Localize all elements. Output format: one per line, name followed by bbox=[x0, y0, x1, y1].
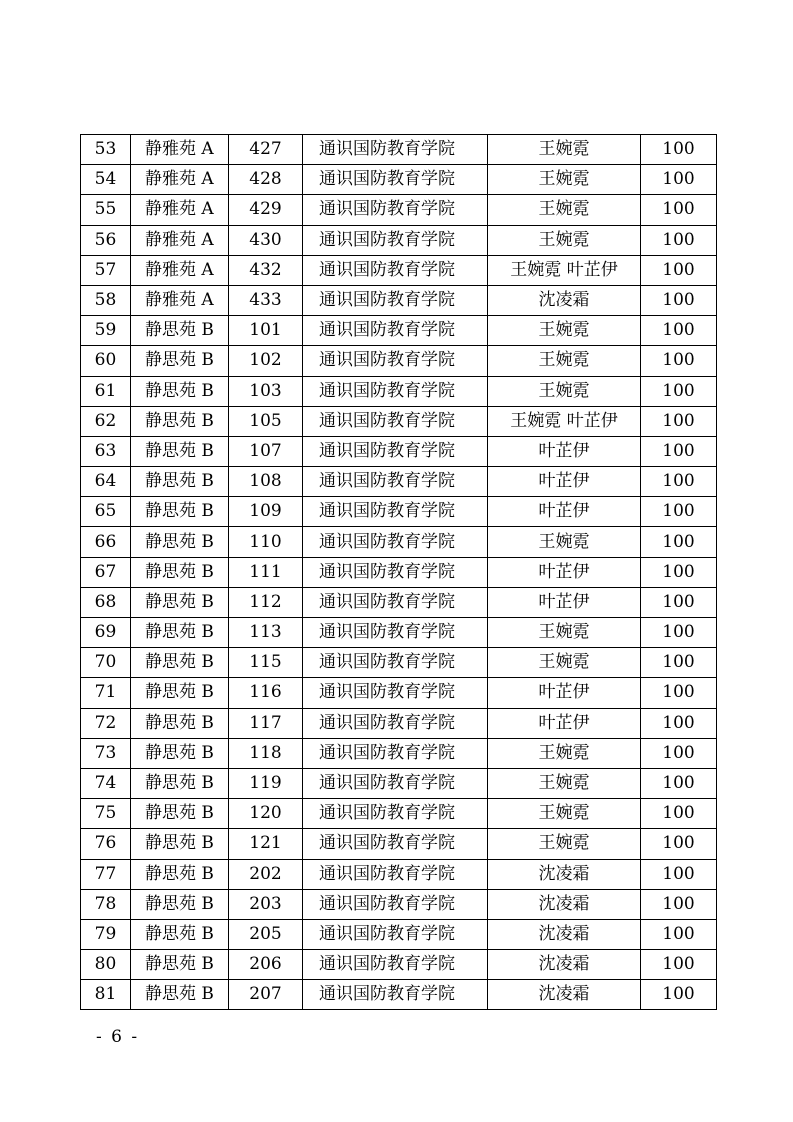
row-index-cell: 78 bbox=[81, 889, 131, 919]
row-index-cell: 54 bbox=[81, 165, 131, 195]
room-number-cell: 110 bbox=[229, 527, 303, 557]
room-number-cell: 119 bbox=[229, 768, 303, 798]
college-cell: 通识国防教育学院 bbox=[303, 225, 488, 255]
row-index-cell: 66 bbox=[81, 527, 131, 557]
inspector-cell: 叶芷伊 bbox=[488, 497, 641, 527]
table-row bbox=[81, 799, 717, 829]
room-number-cell: 432 bbox=[229, 255, 303, 285]
inspector-cell: 王婉霓 bbox=[488, 135, 641, 165]
room-number-cell: 430 bbox=[229, 225, 303, 255]
building-cell: 静思苑 B bbox=[131, 950, 229, 980]
row-index-cell: 57 bbox=[81, 255, 131, 285]
table-row bbox=[81, 285, 717, 315]
row-index-cell: 73 bbox=[81, 738, 131, 768]
room-number-cell: 203 bbox=[229, 889, 303, 919]
score-cell: 100 bbox=[641, 376, 717, 406]
inspector-cell: 沈凌霜 bbox=[488, 859, 641, 889]
inspector-cell: 王婉霓 bbox=[488, 225, 641, 255]
row-index-cell: 71 bbox=[81, 678, 131, 708]
inspector-cell: 王婉霓 bbox=[488, 648, 641, 678]
college-cell: 通识国防教育学院 bbox=[303, 799, 488, 829]
building-cell: 静思苑 B bbox=[131, 919, 229, 949]
room-number-cell: 113 bbox=[229, 618, 303, 648]
row-index-cell: 67 bbox=[81, 557, 131, 587]
inspector-cell: 王婉霓 bbox=[488, 527, 641, 557]
row-index-cell: 58 bbox=[81, 285, 131, 315]
college-cell: 通识国防教育学院 bbox=[303, 527, 488, 557]
building-cell: 静雅苑 A bbox=[131, 285, 229, 315]
table-row bbox=[81, 436, 717, 466]
inspector-cell: 沈凌霜 bbox=[488, 950, 641, 980]
inspector-cell: 沈凌霜 bbox=[488, 889, 641, 919]
college-cell: 通识国防教育学院 bbox=[303, 406, 488, 436]
row-index-cell: 60 bbox=[81, 346, 131, 376]
inspector-cell: 王婉霓 bbox=[488, 799, 641, 829]
room-number-cell: 120 bbox=[229, 799, 303, 829]
row-index-cell: 64 bbox=[81, 467, 131, 497]
inspector-cell: 王婉霓 叶芷伊 bbox=[488, 255, 641, 285]
score-cell: 100 bbox=[641, 618, 717, 648]
table-row bbox=[81, 255, 717, 285]
row-index-cell: 80 bbox=[81, 950, 131, 980]
score-cell: 100 bbox=[641, 889, 717, 919]
college-cell: 通识国防教育学院 bbox=[303, 285, 488, 315]
college-cell: 通识国防教育学院 bbox=[303, 346, 488, 376]
inspector-cell: 叶芷伊 bbox=[488, 557, 641, 587]
building-cell: 静思苑 B bbox=[131, 829, 229, 859]
table-row bbox=[81, 708, 717, 738]
college-cell: 通识国防教育学院 bbox=[303, 678, 488, 708]
building-cell: 静思苑 B bbox=[131, 467, 229, 497]
room-number-cell: 121 bbox=[229, 829, 303, 859]
table-row bbox=[81, 950, 717, 980]
room-number-cell: 207 bbox=[229, 980, 303, 1010]
room-number-cell: 202 bbox=[229, 859, 303, 889]
room-number-cell: 428 bbox=[229, 165, 303, 195]
building-cell: 静思苑 B bbox=[131, 678, 229, 708]
building-cell: 静雅苑 A bbox=[131, 255, 229, 285]
college-cell: 通识国防教育学院 bbox=[303, 889, 488, 919]
building-cell: 静思苑 B bbox=[131, 587, 229, 617]
table-row bbox=[81, 527, 717, 557]
score-cell: 100 bbox=[641, 950, 717, 980]
table-row bbox=[81, 135, 717, 165]
college-cell: 通识国防教育学院 bbox=[303, 587, 488, 617]
row-index-cell: 69 bbox=[81, 618, 131, 648]
building-cell: 静思苑 B bbox=[131, 618, 229, 648]
row-index-cell: 62 bbox=[81, 406, 131, 436]
room-number-cell: 112 bbox=[229, 587, 303, 617]
building-cell: 静思苑 B bbox=[131, 980, 229, 1010]
room-number-cell: 103 bbox=[229, 376, 303, 406]
college-cell: 通识国防教育学院 bbox=[303, 708, 488, 738]
room-number-cell: 101 bbox=[229, 316, 303, 346]
score-cell: 100 bbox=[641, 497, 717, 527]
building-cell: 静雅苑 A bbox=[131, 165, 229, 195]
row-index-cell: 61 bbox=[81, 376, 131, 406]
building-cell: 静思苑 B bbox=[131, 346, 229, 376]
inspector-cell: 沈凌霜 bbox=[488, 919, 641, 949]
room-number-cell: 109 bbox=[229, 497, 303, 527]
row-index-cell: 74 bbox=[81, 768, 131, 798]
college-cell: 通识国防教育学院 bbox=[303, 557, 488, 587]
row-index-cell: 63 bbox=[81, 436, 131, 466]
table-row bbox=[81, 859, 717, 889]
inspector-cell: 叶芷伊 bbox=[488, 467, 641, 497]
score-cell: 100 bbox=[641, 255, 717, 285]
row-index-cell: 75 bbox=[81, 799, 131, 829]
building-cell: 静思苑 B bbox=[131, 889, 229, 919]
college-cell: 通识国防教育学院 bbox=[303, 497, 488, 527]
table-row bbox=[81, 919, 717, 949]
inspector-cell: 王婉霓 bbox=[488, 768, 641, 798]
score-cell: 100 bbox=[641, 285, 717, 315]
score-cell: 100 bbox=[641, 859, 717, 889]
score-cell: 100 bbox=[641, 587, 717, 617]
table-body bbox=[81, 135, 717, 1010]
score-cell: 100 bbox=[641, 708, 717, 738]
building-cell: 静思苑 B bbox=[131, 799, 229, 829]
row-index-cell: 70 bbox=[81, 648, 131, 678]
table-row bbox=[81, 165, 717, 195]
building-cell: 静雅苑 A bbox=[131, 225, 229, 255]
score-cell: 100 bbox=[641, 165, 717, 195]
building-cell: 静思苑 B bbox=[131, 497, 229, 527]
inspector-cell: 王婉霓 bbox=[488, 195, 641, 225]
inspector-cell: 叶芷伊 bbox=[488, 678, 641, 708]
room-number-cell: 206 bbox=[229, 950, 303, 980]
room-number-cell: 205 bbox=[229, 919, 303, 949]
inspector-cell: 沈凌霜 bbox=[488, 285, 641, 315]
row-index-cell: 59 bbox=[81, 316, 131, 346]
score-cell: 100 bbox=[641, 346, 717, 376]
score-cell: 100 bbox=[641, 829, 717, 859]
college-cell: 通识国防教育学院 bbox=[303, 859, 488, 889]
table-row bbox=[81, 195, 717, 225]
college-cell: 通识国防教育学院 bbox=[303, 135, 488, 165]
building-cell: 静思苑 B bbox=[131, 768, 229, 798]
building-cell: 静思苑 B bbox=[131, 376, 229, 406]
table-row bbox=[81, 225, 717, 255]
row-index-cell: 65 bbox=[81, 497, 131, 527]
score-cell: 100 bbox=[641, 467, 717, 497]
inspector-cell: 王婉霓 bbox=[488, 316, 641, 346]
college-cell: 通识国防教育学院 bbox=[303, 980, 488, 1010]
table-row bbox=[81, 618, 717, 648]
table-row bbox=[81, 557, 717, 587]
building-cell: 静思苑 B bbox=[131, 859, 229, 889]
score-cell: 100 bbox=[641, 135, 717, 165]
room-number-cell: 111 bbox=[229, 557, 303, 587]
inspector-cell: 王婉霓 bbox=[488, 829, 641, 859]
table-row bbox=[81, 980, 717, 1010]
room-number-cell: 117 bbox=[229, 708, 303, 738]
building-cell: 静思苑 B bbox=[131, 648, 229, 678]
college-cell: 通识国防教育学院 bbox=[303, 738, 488, 768]
row-index-cell: 68 bbox=[81, 587, 131, 617]
table-row bbox=[81, 738, 717, 768]
row-index-cell: 81 bbox=[81, 980, 131, 1010]
room-number-cell: 433 bbox=[229, 285, 303, 315]
score-cell: 100 bbox=[641, 225, 717, 255]
college-cell: 通识国防教育学院 bbox=[303, 316, 488, 346]
college-cell: 通识国防教育学院 bbox=[303, 768, 488, 798]
row-index-cell: 79 bbox=[81, 919, 131, 949]
building-cell: 静思苑 B bbox=[131, 557, 229, 587]
building-cell: 静雅苑 A bbox=[131, 195, 229, 225]
table-row bbox=[81, 497, 717, 527]
inspector-cell: 王婉霓 bbox=[488, 346, 641, 376]
row-index-cell: 77 bbox=[81, 859, 131, 889]
inspector-cell: 王婉霓 bbox=[488, 376, 641, 406]
building-cell: 静思苑 B bbox=[131, 708, 229, 738]
room-number-cell: 105 bbox=[229, 406, 303, 436]
building-cell: 静雅苑 A bbox=[131, 135, 229, 165]
room-number-cell: 115 bbox=[229, 648, 303, 678]
room-number-cell: 107 bbox=[229, 436, 303, 466]
college-cell: 通识国防教育学院 bbox=[303, 648, 488, 678]
score-cell: 100 bbox=[641, 919, 717, 949]
inspector-cell: 王婉霓 bbox=[488, 618, 641, 648]
score-cell: 100 bbox=[641, 406, 717, 436]
college-cell: 通识国防教育学院 bbox=[303, 950, 488, 980]
room-number-cell: 118 bbox=[229, 738, 303, 768]
table-row bbox=[81, 376, 717, 406]
building-cell: 静思苑 B bbox=[131, 738, 229, 768]
college-cell: 通识国防教育学院 bbox=[303, 467, 488, 497]
table-row bbox=[81, 467, 717, 497]
table-row bbox=[81, 648, 717, 678]
score-cell: 100 bbox=[641, 436, 717, 466]
inspector-cell: 叶芷伊 bbox=[488, 436, 641, 466]
room-number-cell: 429 bbox=[229, 195, 303, 225]
row-index-cell: 55 bbox=[81, 195, 131, 225]
score-cell: 100 bbox=[641, 557, 717, 587]
building-cell: 静思苑 B bbox=[131, 316, 229, 346]
score-cell: 100 bbox=[641, 980, 717, 1010]
inspector-cell: 叶芷伊 bbox=[488, 708, 641, 738]
college-cell: 通识国防教育学院 bbox=[303, 436, 488, 466]
college-cell: 通识国防教育学院 bbox=[303, 618, 488, 648]
score-cell: 100 bbox=[641, 527, 717, 557]
table-row bbox=[81, 587, 717, 617]
room-number-cell: 427 bbox=[229, 135, 303, 165]
score-cell: 100 bbox=[641, 678, 717, 708]
row-index-cell: 72 bbox=[81, 708, 131, 738]
table-row bbox=[81, 346, 717, 376]
page-number: - 6 - bbox=[96, 1027, 140, 1047]
room-number-cell: 108 bbox=[229, 467, 303, 497]
table-row bbox=[81, 768, 717, 798]
score-cell: 100 bbox=[641, 316, 717, 346]
room-inspection-table bbox=[80, 134, 717, 1010]
college-cell: 通识国防教育学院 bbox=[303, 376, 488, 406]
college-cell: 通识国防教育学院 bbox=[303, 919, 488, 949]
table-row bbox=[81, 889, 717, 919]
table-row bbox=[81, 406, 717, 436]
score-cell: 100 bbox=[641, 799, 717, 829]
table-row bbox=[81, 678, 717, 708]
inspector-cell: 王婉霓 bbox=[488, 165, 641, 195]
building-cell: 静思苑 B bbox=[131, 436, 229, 466]
row-index-cell: 56 bbox=[81, 225, 131, 255]
row-index-cell: 76 bbox=[81, 829, 131, 859]
inspector-cell: 王婉霓 bbox=[488, 738, 641, 768]
room-number-cell: 116 bbox=[229, 678, 303, 708]
college-cell: 通识国防教育学院 bbox=[303, 195, 488, 225]
room-number-cell: 102 bbox=[229, 346, 303, 376]
building-cell: 静思苑 B bbox=[131, 527, 229, 557]
row-index-cell: 53 bbox=[81, 135, 131, 165]
score-cell: 100 bbox=[641, 195, 717, 225]
college-cell: 通识国防教育学院 bbox=[303, 255, 488, 285]
table-row bbox=[81, 316, 717, 346]
table-row bbox=[81, 829, 717, 859]
score-cell: 100 bbox=[641, 648, 717, 678]
building-cell: 静思苑 B bbox=[131, 406, 229, 436]
score-cell: 100 bbox=[641, 738, 717, 768]
inspector-cell: 王婉霓 叶芷伊 bbox=[488, 406, 641, 436]
inspector-cell: 沈凌霜 bbox=[488, 980, 641, 1010]
score-cell: 100 bbox=[641, 768, 717, 798]
inspector-cell: 叶芷伊 bbox=[488, 587, 641, 617]
college-cell: 通识国防教育学院 bbox=[303, 165, 488, 195]
college-cell: 通识国防教育学院 bbox=[303, 829, 488, 859]
